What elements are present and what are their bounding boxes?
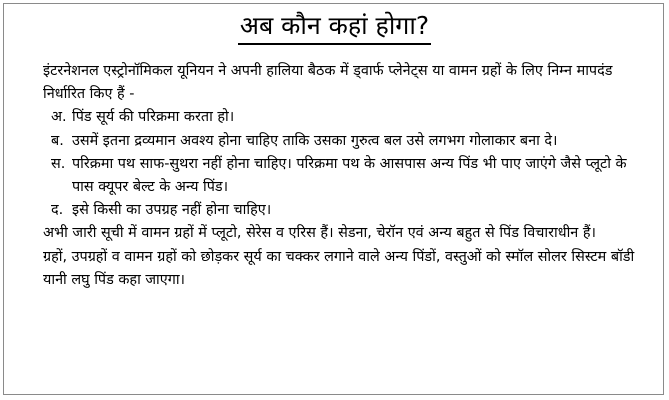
criterion-marker: द.: [51, 202, 64, 219]
criterion-text: उसमें इतना द्रव्यमान अवश्य होना चाहिए ताकि उसका गुरुत्व बल उसे लगभग गोलाकार बना दे।: [72, 132, 558, 149]
small-bodies-paragraph: ग्रहों, उपग्रहों व वामन ग्रहों को छोड़कर सूर्य का चक्कर लगाने वाले अन्य पिंडों, वस्तुओं को स्मॉल सोलर सिस्टम बॉडी यानी लघु पिंड कहा जाएगा।: [43, 248, 635, 288]
criterion-text: इसे किसी का उपग्रह नहीं होना चाहिए।: [72, 202, 272, 219]
criterion-marker: स.: [51, 155, 66, 172]
criterion-marker: अ.: [51, 109, 67, 126]
intro-paragraph: इंटरनेशनल एस्ट्रोनॉमिकल यूनियन ने अपनी हालिया बैठक में ड्वार्फ प्लेनेट्स या वामन ग्रहों के लिए निम्न मापदंड निर्धारित किए हैं -: [43, 63, 613, 103]
criterion-item-a: [43, 106, 643, 129]
criterion-text: परिक्रमा पथ साफ-सुथरा नहीं होना चाहिए। परिक्रमा पथ के आसपास अन्य पिंड भी पाए जाएंगे जैसे प्लूटो के पास क्यूपर बेल्ट के अन्य पिंड।: [72, 155, 627, 196]
criterion-marker: ब.: [51, 132, 64, 149]
page-title-text: अब कौन कहां होगा?: [238, 10, 431, 45]
criterion-item-b: [43, 130, 643, 153]
criterion-text: पिंड सूर्य की परिक्रमा करता हो।: [72, 109, 235, 126]
criterion-item-d: [43, 199, 643, 222]
page-title: [0, 10, 669, 45]
criterion-item-c: [43, 153, 643, 199]
document-body: [43, 60, 643, 292]
current-list-paragraph: अभी जारी सूची में वामन ग्रहों में प्लूटो, सेरेस व एरिस हैं। सेडना, चेरॉन एवं अन्य बहुत से पिंड विचाराधीन हैं।: [43, 225, 596, 242]
